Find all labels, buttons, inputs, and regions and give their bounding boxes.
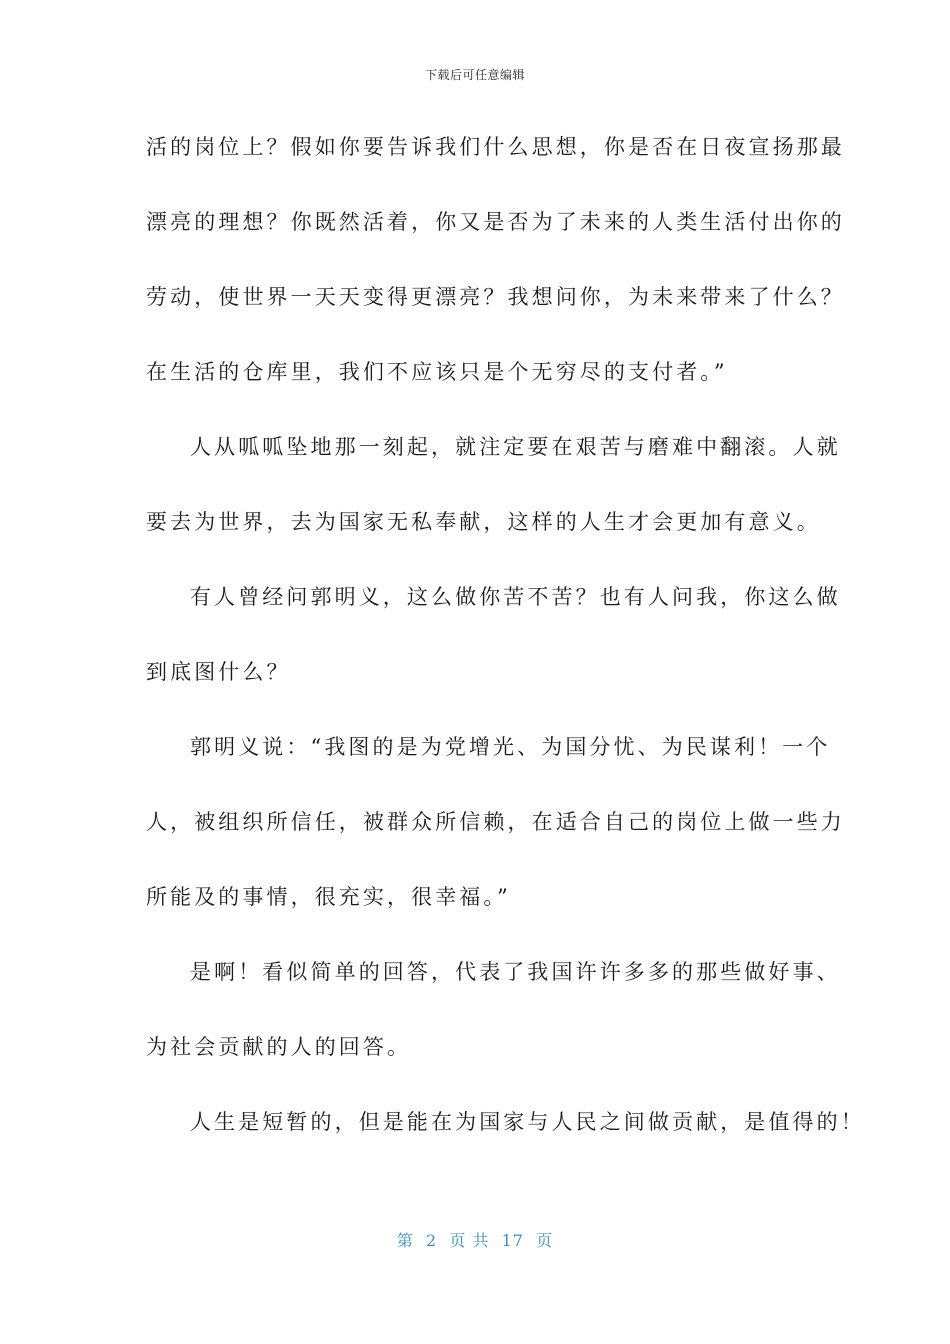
text-line: 到底图什么？ (146, 660, 291, 684)
text-line: 活的岗位上？假如你要告诉我们什么思想，你是否在日夜宣扬那最 (146, 135, 845, 159)
page-number-footer: 第 2 页 共 17 页 (396, 1231, 554, 1250)
text-line: 要去为世界，去为国家无私奉献，这样的人生才会更加有意义。 (146, 510, 821, 534)
text-line: 为社会贡献的人的回答。 (146, 1035, 412, 1059)
paragraph-start-line: 人从呱呱坠地那一刻起，就注定要在艰苦与磨难中翻滚。人就 (190, 435, 841, 459)
body-text (146, 125, 865, 1175)
page-header: 下载后可任意编辑 (424, 68, 525, 82)
text-line: 在生活的仓库里，我们不应该只是个无穷尽的支付者。” (146, 360, 728, 384)
paragraph-start-line: 人生是短暂的，但是能在为国家与人民之间做贡献，是值得的！ (190, 1110, 865, 1134)
text-line: 人，被组织所信任，被群众所信赖，在适合自己的岗位上做一些力 (146, 810, 845, 834)
text-line: 所能及的事情，很充实，很幸福。” (146, 885, 511, 909)
text-line: 漂亮的理想？你既然活着，你又是否为了未来的人类生活付出你的 (146, 210, 845, 234)
paragraph-start-line: 有人曾经问郭明义，这么做你苦不苦？也有人问我，你这么做 (190, 585, 841, 609)
text-line: 劳动，使世界一天天变得更漂亮？我想问你，为未来带来了什么？ (146, 285, 845, 309)
paragraph-start-line: 是啊！看似简单的回答，代表了我国许许多多的那些做好事、 (190, 960, 841, 984)
paragraph-start-line: 郭明义说：“我图的是为党增光、为国分忧、为民谋利！一个 (190, 735, 831, 759)
